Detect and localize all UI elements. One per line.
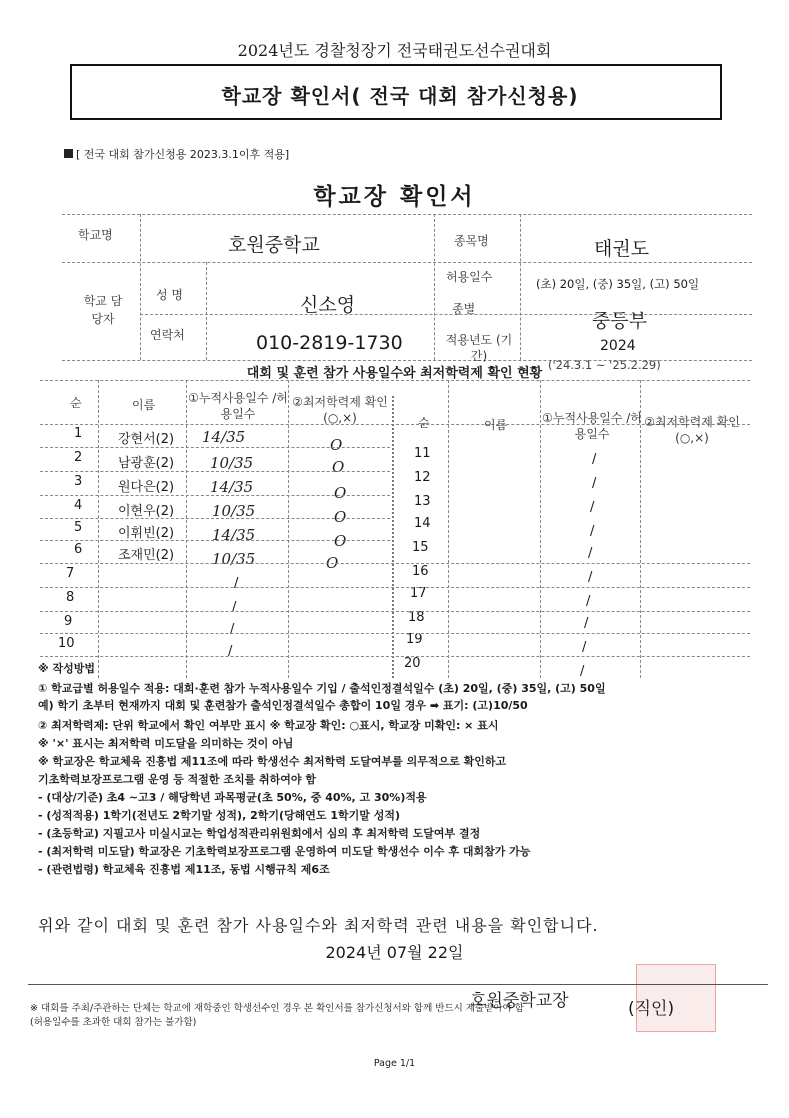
row-days: 14/35 [202, 428, 246, 446]
row-days: / [586, 594, 591, 609]
col-check-header: ②최저학력제 확인(○,×) [292, 395, 388, 425]
box-title: 학교장 확인서( 전국 대회 참가신청용) [221, 84, 579, 108]
row-name: 남광훈(2) [118, 456, 175, 471]
row-no: 3 [74, 474, 83, 489]
note-line: ※ 학교장은 학교체육 진흥법 제11조에 따라 학생선수 최저학력 도달여부를 의무적으로 확인하고 [38, 755, 507, 768]
divider [40, 495, 390, 496]
name-label: 성 명 [156, 288, 183, 302]
footnote: ※ 대회를 주최/주관하는 단체는 학교에 재학중인 학생선수인 경우 본 확인서를 참가신청서와 함께 반드시 제출받아야 함 [30, 1003, 524, 1014]
row-no: 7 [66, 566, 75, 581]
note-line: - (초등학교) 지필고사 미실시교는 학업성적관리위원회에서 심의 후 최저학력 도달여부 결정 [38, 827, 481, 840]
row-no: 8 [66, 590, 75, 605]
row-days: 14/35 [210, 478, 254, 496]
seal-label: (직인) [628, 999, 675, 1019]
divider [206, 262, 207, 360]
row-no: 9 [64, 614, 73, 629]
row-name: 이현우(2) [118, 504, 175, 519]
year-label: 적용년도 (기간) [445, 333, 513, 363]
row-days: / [588, 546, 593, 561]
row-no: 18 [408, 610, 425, 625]
contact-label: 연락처 [150, 328, 185, 342]
row-no: 11 [414, 446, 431, 461]
row-check: O [334, 532, 347, 550]
divider [140, 214, 141, 360]
divider [40, 380, 750, 381]
col-days-header: ①누적사용일수 /허용일수 [188, 391, 288, 421]
divider [40, 633, 750, 634]
row-days: / [232, 600, 237, 615]
note-line: ① 학교급별 허용일수 적용: 대회·훈련 참가 누적사용일수 기입 / 출석인정결석일수 (초) 20일, (중) 35일, (고) 50일 [38, 682, 606, 695]
row-days: 14/35 [212, 526, 256, 544]
row-days: 10/35 [212, 502, 256, 520]
allowed-days-value: (초) 20일, (중) 35일, (고) 50일 [536, 277, 700, 291]
divider [28, 984, 768, 985]
row-no: 12 [414, 470, 431, 485]
contact-value: 010-2819-1730 [256, 332, 403, 354]
note-line: - (관련법령) 학교체육 진흥법 제11조, 동법 시행규칙 제6조 [38, 863, 330, 876]
school-value: 호원중학교 [228, 234, 320, 256]
row-check: O [332, 458, 345, 476]
divider [40, 611, 750, 612]
row-days: / [230, 622, 235, 637]
note-line: ② 최저학력제: 단위 학교에서 확인 여부만 표시 ※ 학교장 확인: ○표시, 학교장 미확인: × 표시 [38, 719, 499, 732]
row-days: / [580, 664, 585, 679]
row-no: 13 [414, 494, 431, 509]
row-no: 16 [412, 564, 429, 579]
row-name: 이휘빈(2) [118, 526, 175, 541]
issue-date: 2024년 07월 22일 [325, 943, 464, 962]
divider [40, 563, 750, 564]
col-name-header: 이름 [132, 398, 156, 412]
divider [40, 587, 750, 588]
col-days-header-right: ①누적사용일수 /허용일수 [542, 411, 642, 441]
row-no: 10 [58, 636, 75, 651]
principal-name: 호원중학교장 [470, 991, 569, 1011]
row-days: 10/35 [210, 454, 254, 472]
document-title: 학교장 확인서 [313, 184, 476, 210]
note-line: - (성적적용) 1학기(전년도 2학기말 성적), 2학기(당해연도 1학기말 성적) [38, 809, 400, 822]
divider [62, 214, 752, 215]
col-no-header: 순 [70, 396, 82, 410]
row-no: 14 [414, 516, 431, 531]
divider [140, 314, 752, 315]
divider [40, 447, 390, 448]
divider [62, 262, 752, 263]
name-value: 신소영 [300, 294, 356, 316]
row-name: 원다은(2) [118, 480, 175, 495]
note-line: - (최저학력 미도달) 학교장은 기초학력보장프로그램 운영하여 미도달 학생선수 이수 후 대회참가 가능 [38, 845, 531, 858]
sport-value: 태권도 [594, 238, 650, 260]
note-line: 예) 학기 초부터 현재까지 대회 및 훈련참가 출석인정결석일수 총합이 10일 경우 ➡ 표기: (고)10/50 [38, 699, 528, 712]
division-label: 종별 [452, 302, 476, 316]
row-no: 17 [410, 586, 427, 601]
table-center-divider [392, 396, 394, 678]
row-check: O [334, 484, 347, 502]
row-days: / [592, 452, 597, 467]
row-no: 2 [74, 450, 83, 465]
row-no: 19 [406, 632, 423, 647]
row-days: / [228, 644, 233, 659]
row-days: / [590, 500, 595, 515]
divider [40, 471, 390, 472]
confirmation-statement: 위와 같이 대회 및 훈련 참가 사용일수와 최저학력 관련 내용을 확인합니다. [38, 916, 599, 935]
note-line: ※ '×' 표시는 최저학력 미도달을 의미하는 것이 아님 [38, 737, 294, 750]
divider [434, 214, 435, 360]
page-number: Page 1/1 [373, 1058, 416, 1069]
divider [520, 214, 521, 360]
notes-heading: ※ 작성방법 [38, 662, 96, 675]
row-days: 10/35 [212, 550, 256, 568]
note-line: - (대상/기준) 초4 ~고3 / 해당학년 과목평균(초 50%, 중 40%, 고 30%)적용 [38, 791, 427, 804]
col-check-header-right: ②최저학력제 확인(○,×) [644, 415, 740, 445]
school-label: 학교명 [78, 228, 113, 242]
divider [40, 518, 390, 519]
notice-text: [ 전국 대회 참가신청용 2023.3.1이후 적용] [64, 146, 289, 162]
row-check: O [326, 554, 339, 572]
sport-label: 종목명 [454, 234, 489, 248]
row-no: 1 [74, 426, 83, 441]
row-check: O [330, 436, 343, 454]
row-check: O [334, 508, 347, 526]
row-no: 5 [74, 520, 83, 535]
row-days: / [234, 576, 239, 591]
period-value: ('24.3.1 ~ '25.2.29) [548, 358, 661, 372]
divider [40, 540, 390, 541]
row-days: / [590, 524, 595, 539]
col-no-header-right: 순 [418, 416, 430, 430]
table-title: 대회 및 훈련 참가 사용일수와 최저학력제 확인 현황 [246, 366, 543, 381]
row-days: / [592, 476, 597, 491]
col-name-header-right: 이름 [484, 418, 508, 432]
division-value: 중등부 [592, 310, 648, 332]
event-title: 2024년도 경찰청장기 전국태권도선수권대회 [237, 41, 552, 60]
row-days: / [584, 616, 589, 631]
row-no: 15 [412, 540, 429, 555]
manager-label: 학교 담당자 [83, 294, 123, 326]
row-days: / [582, 640, 587, 655]
row-name: 강현서(2) [118, 432, 175, 447]
year-value: 2024 [600, 338, 636, 354]
row-no: 6 [74, 542, 83, 557]
footnote: (허용일수를 초과한 대회 참가는 불가함) [30, 1017, 197, 1028]
row-no: 4 [74, 498, 83, 513]
row-name: 조재민(2) [118, 548, 175, 563]
note-line: 기초학력보장프로그램 운영 등 적절한 조치를 취하여야 함 [38, 773, 316, 786]
divider [40, 656, 750, 657]
row-no: 20 [404, 656, 421, 671]
row-days: / [588, 570, 593, 585]
allowed-days-label: 허용일수 [446, 270, 493, 284]
